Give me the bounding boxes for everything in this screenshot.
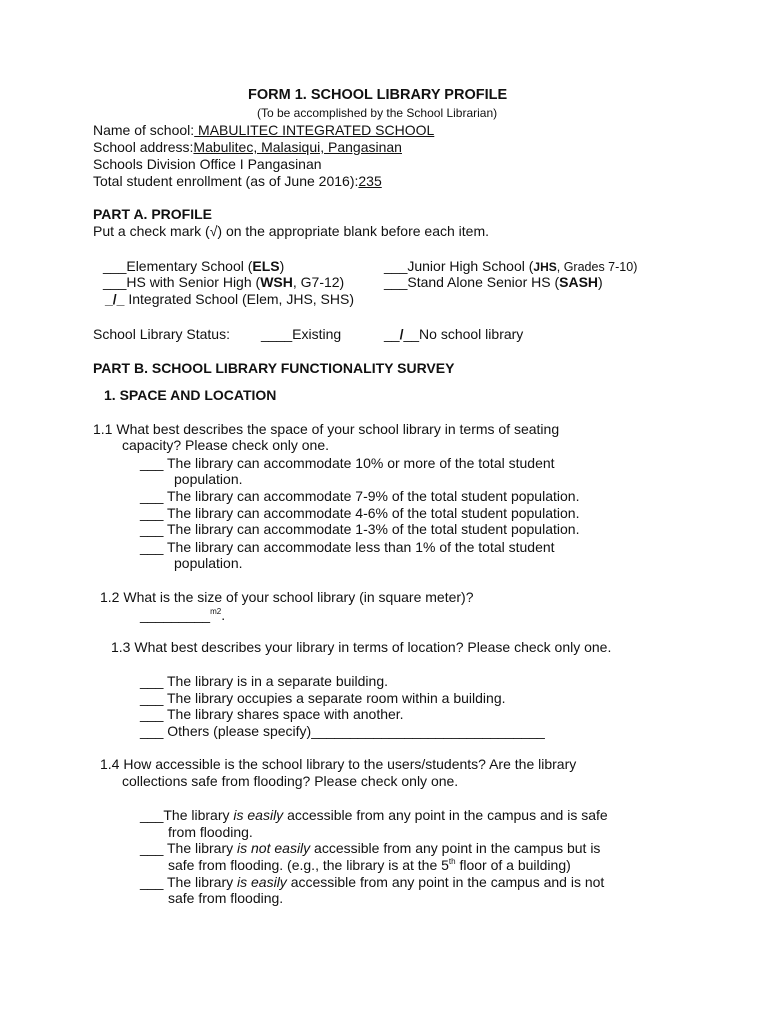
q1-3-option-2: ___ The library occupies a separate room within a building. <box>140 690 506 706</box>
q1-3-question: 1.3 What best describes your library in terms of location? Please check only one. <box>111 639 612 655</box>
option-jhs <box>384 258 637 275</box>
school-address-value: Mabulitec, Malasiqui, Pangasinan <box>193 139 402 155</box>
status-none-check-mark: / <box>399 326 404 342</box>
option-sash <box>384 274 603 290</box>
q1-1-option-1: ___ The library can accommodate 10% or more of the total student <box>140 455 555 471</box>
form-title: FORM 1. SCHOOL LIBRARY PROFILE <box>248 87 508 103</box>
option-jhs-text: ___Junior High School ( <box>384 258 534 274</box>
enrollment-value: 235 <box>358 173 382 189</box>
q1-4-ordinal-suffix: th <box>448 857 456 866</box>
division-line: Schools Division Office I Pangasinan <box>93 156 322 172</box>
q1-4-option-3-end: accessible from any point in the campus and is not <box>286 874 605 890</box>
part-b-heading: PART B. SCHOOL LIBRARY FUNCTIONALITY SURVEY <box>93 360 455 376</box>
q1-1-option-2: ___ The library can accommodate 7-9% of the total student population. <box>140 488 580 504</box>
q1-4-question-cont: collections safe from flooding? Please check only one. <box>122 773 459 789</box>
status-none-text: __No school library <box>403 326 524 342</box>
q1-3-option-3: ___ The library shares space with another. <box>140 706 404 722</box>
school-address-label: School address: <box>93 139 194 155</box>
enrollment-label: Total student enrollment (as of June 2016): <box>93 173 359 189</box>
q1-4-option-3-emphasis: is easily <box>237 874 287 890</box>
q1-4-option-2 <box>140 840 600 856</box>
q1-1-question-cont: capacity? Please check only one. <box>122 437 330 453</box>
q1-4-option-3-start: ___ The library <box>140 874 238 890</box>
q1-4-option-3 <box>140 874 604 890</box>
q1-4-option-2-end: accessible from any point in the campus but is <box>310 840 601 856</box>
q1-4-option-1-cont: from flooding. <box>168 824 253 840</box>
q1-4-question: 1.4 How accessible is the school library to the users/students? Are the library <box>100 756 577 772</box>
school-name-value: MABULITEC INTEGRATED SCHOOL <box>194 122 435 138</box>
option-jhs-abbr: JHS <box>533 260 557 274</box>
option-sash-close: ) <box>598 274 603 290</box>
q1-4-option-1 <box>140 807 608 823</box>
q1-1-option-5: ___ The library can accommodate less than 1% of the total student <box>140 539 555 555</box>
q1-1-question: 1.1 What best describes the space of your school library in terms of seating <box>93 421 560 437</box>
check-mark-icon: √ <box>209 223 218 239</box>
q1-2-answer <box>140 607 225 623</box>
school-name-label: Name of school: <box>93 122 195 138</box>
q1-1-option-4: ___ The library can accommodate 1-3% of the total student population. <box>140 521 580 537</box>
q1-4-option-2-cont <box>168 857 571 873</box>
instruction-text-start: Put a check mark ( <box>93 223 210 239</box>
q1-4-option-2-cont-end: floor of a building) <box>455 857 571 873</box>
q1-4-option-3-cont: safe from flooding. <box>168 890 284 906</box>
integrated-check-mark: _/_ <box>105 291 125 307</box>
option-integrated-text: Integrated School (Elem, JHS, SHS) <box>124 291 355 307</box>
school-name-line <box>93 122 434 138</box>
option-els-abbr: ELS <box>252 258 280 274</box>
q1-3-option-1: ___ The library is in a separate building. <box>140 673 389 689</box>
status-no-library <box>384 326 523 342</box>
school-address-line <box>93 139 402 155</box>
q1-4-option-1-end: accessible from any point in the campus and is safe <box>283 807 608 823</box>
q1-4-option-2-cont-start: safe from flooding. (e.g., the library is at the 5 <box>168 857 449 873</box>
q1-1-option-5-cont: population. <box>174 555 243 571</box>
form-subtitle: (To be accomplished by the School Librarian) <box>257 106 498 120</box>
option-els-text: ___Elementary School ( <box>103 258 253 274</box>
option-els <box>103 258 284 274</box>
q1-4-option-2-start: ___ The library <box>140 840 238 856</box>
option-jhs-close: , Grades 7-10) <box>556 260 638 274</box>
instruction-text-end: ) on the appropriate blank before each item. <box>217 223 490 239</box>
part-a-instruction <box>93 223 489 239</box>
q1-2-blank: _________ <box>140 607 211 623</box>
option-sash-abbr: SASH <box>559 274 599 290</box>
option-wsh-abbr: WSH <box>260 274 293 290</box>
library-status-label: School Library Status: <box>93 326 230 342</box>
q1-4-option-1-emphasis: is easily <box>233 807 284 823</box>
status-existing: ____Existing <box>261 326 342 342</box>
section-space-location: 1. SPACE AND LOCATION <box>104 387 277 403</box>
option-wsh <box>103 274 344 290</box>
option-wsh-close: , G7-12) <box>292 274 345 290</box>
option-integrated <box>105 291 354 307</box>
q1-4-option-2-emphasis: is not easily <box>237 840 311 856</box>
option-wsh-text: ___HS with Senior High ( <box>103 274 261 290</box>
q1-4-option-1-start: ___The library <box>140 807 234 823</box>
q1-2-question: 1.2 What is the size of your school library (in square meter)? <box>100 589 474 605</box>
part-a-heading: PART A. PROFILE <box>93 206 212 222</box>
q1-2-period: . <box>221 607 226 623</box>
status-none-blank: __ <box>384 326 400 342</box>
option-els-close: ) <box>279 258 285 274</box>
q1-2-unit: m2 <box>210 607 222 616</box>
q1-1-option-3: ___ The library can accommodate 4-6% of the total student population. <box>140 505 580 521</box>
q1-3-option-4: ___ Others (please specify)______________________________ <box>140 723 545 739</box>
q1-1-option-1-cont: population. <box>174 471 243 487</box>
enrollment-line <box>93 173 382 189</box>
option-sash-text: ___Stand Alone Senior HS ( <box>384 274 560 290</box>
